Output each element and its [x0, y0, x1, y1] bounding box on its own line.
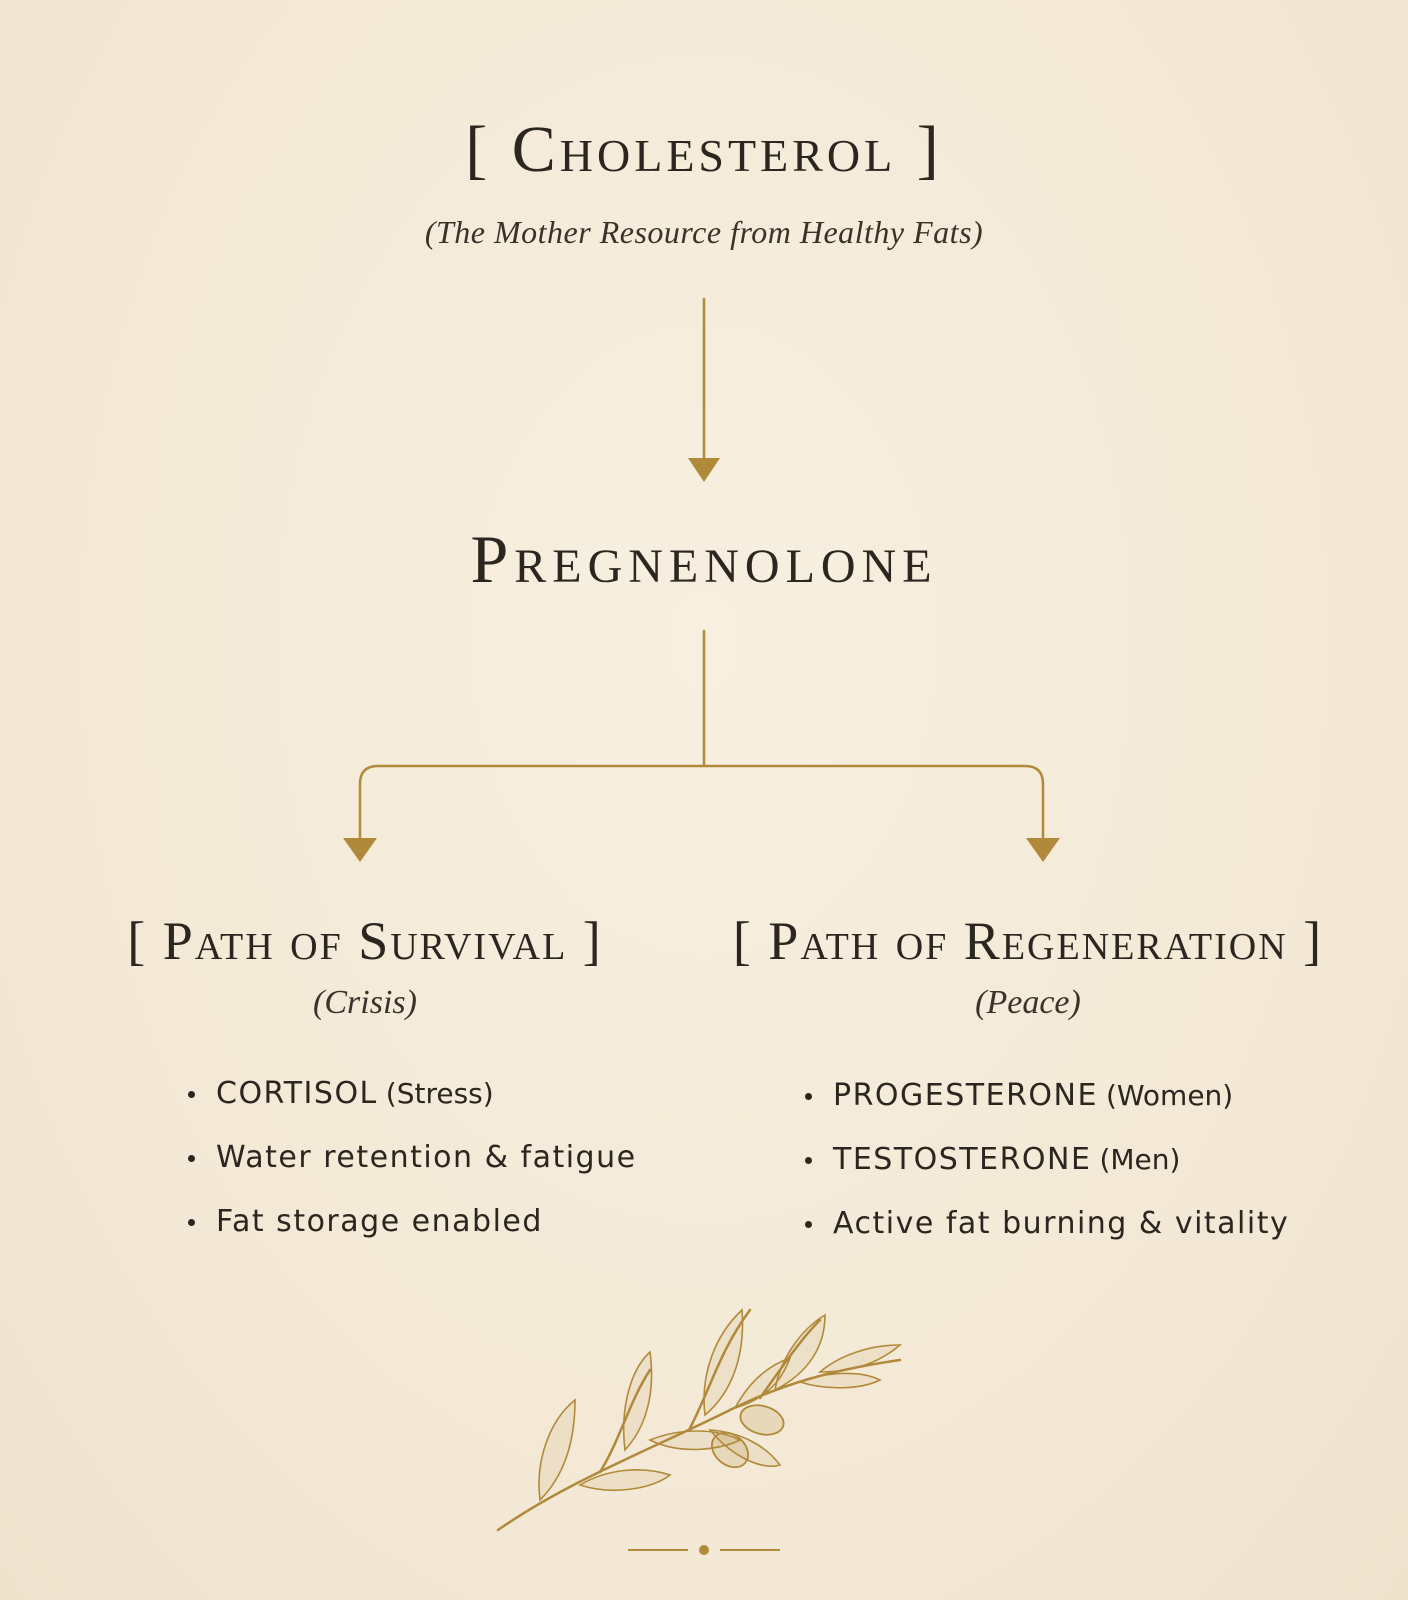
- list-item: PROGESTERONE (Women): [803, 1064, 1297, 1128]
- arrow-head-right: [1026, 838, 1060, 862]
- regeneration-path-title: [ Path of Regeneration ]: [732, 911, 1324, 971]
- survival-path-title: [ Path of Survival ]: [127, 911, 603, 971]
- list-item: CORTISOL (Stress): [186, 1062, 645, 1126]
- branch-split-line: [360, 766, 1043, 840]
- survival-path-subtitle: (Crisis): [313, 984, 417, 1021]
- pregnenolone-title: Pregnenolone: [470, 521, 938, 597]
- survival-list: [186, 1062, 645, 1254]
- list-item: Active fat burning & vitality: [803, 1192, 1297, 1256]
- list-item: Fat storage enabled: [186, 1190, 645, 1254]
- list-item: TESTOSTERONE (Men): [803, 1128, 1297, 1192]
- regeneration-path-subtitle: (Peace): [975, 984, 1081, 1021]
- arrow-head-top: [688, 458, 720, 482]
- arrow-head-left: [343, 838, 377, 862]
- cholesterol-title: [ Cholesterol ]: [465, 113, 943, 186]
- dot-divider-icon: [624, 1540, 784, 1560]
- cholesterol-subtitle: (The Mother Resource from Healthy Fats): [424, 214, 984, 250]
- list-item: Water retention & fatigue: [186, 1126, 645, 1190]
- regeneration-list: [803, 1064, 1297, 1256]
- olive-branch-icon: [480, 1290, 920, 1550]
